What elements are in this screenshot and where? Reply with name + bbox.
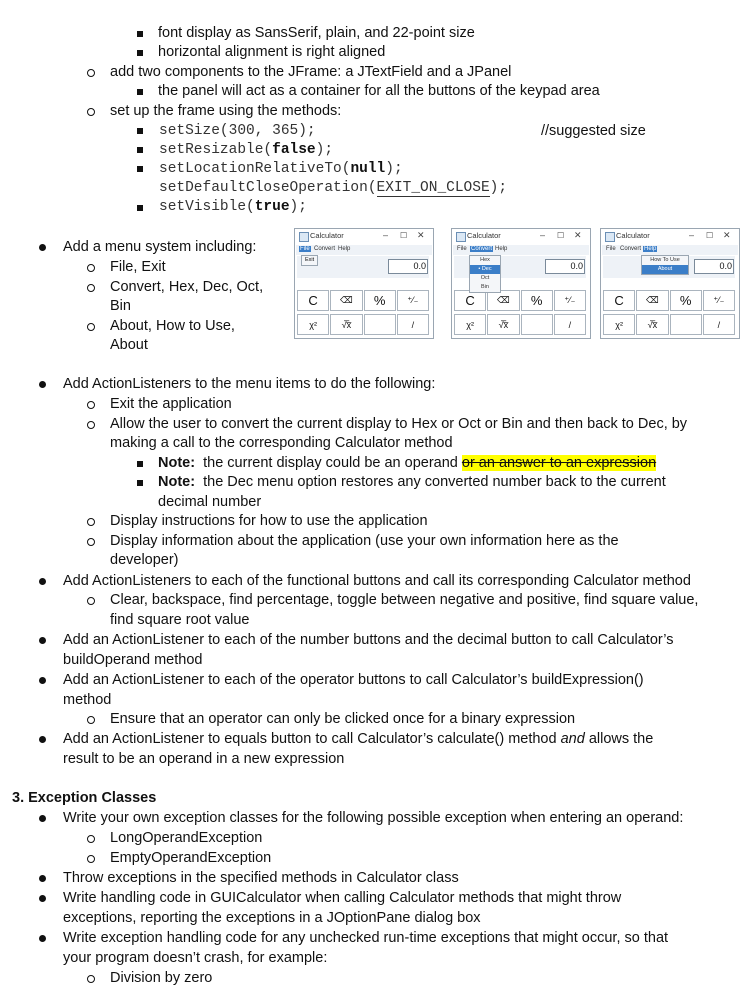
disc-bullet-icon (39, 244, 46, 251)
clear-button[interactable]: C (297, 290, 329, 311)
menu-item-bin[interactable]: Bin (481, 284, 489, 290)
functional-sub-1: Clear, backspace, find percentage, toggle between negative and positive, find square value, (110, 592, 699, 608)
display-field[interactable]: 0.0 (694, 259, 734, 274)
toggle-sign-button[interactable]: ⁺⁄₋ (703, 290, 735, 311)
circle-bullet-icon (87, 421, 95, 429)
minimize-icon[interactable]: – (540, 230, 546, 240)
disc-bullet-icon (39, 578, 46, 585)
menu-item-about[interactable]: About (642, 265, 688, 274)
code-setlocation: setLocationRelativeTo(null); (159, 161, 403, 177)
convert-text-2: Bin (110, 298, 131, 314)
sqrt-button[interactable]: √̅x̅ (487, 314, 519, 335)
operator-text-2: method (63, 692, 112, 708)
blank-button[interactable] (521, 314, 553, 335)
toggle-sign-button[interactable]: ⁺⁄₋ (554, 290, 586, 311)
menu-item-oct[interactable]: Oct (480, 275, 490, 281)
code-setresizable: setResizable(false); (159, 142, 334, 158)
circle-bullet-icon (87, 264, 95, 272)
percent-button[interactable]: % (670, 290, 702, 311)
disc-bullet-icon (39, 935, 46, 942)
circle-bullet-icon (87, 518, 95, 526)
calculator-app-icon (299, 232, 309, 242)
disc-bullet-icon (39, 875, 46, 882)
code-comment-suggested: //suggested size (541, 123, 646, 139)
calculator-window-help (600, 228, 740, 339)
close-icon[interactable]: ✕ (723, 230, 731, 240)
close-icon[interactable]: ✕ (574, 230, 582, 240)
minimize-icon[interactable]: – (383, 230, 389, 240)
calculator-window-convert (451, 228, 591, 339)
convert-dropdown (469, 255, 501, 293)
operator-sub: Ensure that an operator can only be clicked once for a binary expression (110, 711, 576, 727)
maximize-icon[interactable]: ☐ (400, 231, 408, 240)
percent-button[interactable]: % (364, 290, 396, 311)
display-info-1: Display information about the application (use your own information here as the (110, 533, 619, 549)
calculator-app-icon (605, 232, 615, 242)
sqrt-button[interactable]: √̅x̅ (330, 314, 362, 335)
handling-text-1: Write handling code in GUICalculator when calling Calculator methods that might throw (63, 890, 622, 906)
button-row-1 (454, 290, 586, 311)
title-bar (601, 229, 739, 244)
functional-sub-2: find square root value (110, 612, 250, 628)
display-field[interactable]: 0.0 (388, 259, 428, 274)
display-field[interactable]: 0.0 (545, 259, 585, 274)
square-bullet-icon (137, 147, 143, 153)
close-icon[interactable]: ✕ (417, 230, 425, 240)
square-bullet-icon (137, 89, 143, 95)
disc-bullet-icon (39, 736, 46, 743)
functional-text: Add ActionListeners to each of the functional buttons and call its corresponding Calculator method (63, 573, 691, 589)
maximize-icon[interactable]: ☐ (706, 231, 714, 240)
square-button[interactable]: χ² (603, 314, 635, 335)
convert-desc-1: Allow the user to convert the current display to Hex or Oct or Bin and then back to Dec, by (110, 416, 688, 432)
menu-file[interactable]: File (457, 246, 467, 252)
button-row-1 (297, 290, 429, 311)
convert-desc-2: making a call to the corresponding Calculator method (110, 435, 453, 451)
disc-bullet-icon (39, 895, 46, 902)
calculator-app-icon (456, 232, 466, 242)
exception-heading: 3. Exception Classes (12, 790, 157, 806)
menu-convert[interactable]: Convert (620, 246, 642, 252)
number-text-2: buildOperand method (63, 652, 203, 668)
operator-text-1: Add an ActionListener to each of the operator buttons to call Calculator’s buildExpression() (63, 672, 644, 688)
throw-text: Throw exceptions in the specified methods in Calculator class (63, 870, 459, 886)
convert-text-1: Convert, Hex, Dec, Oct, (110, 279, 264, 295)
code-setdefaultclose: setDefaultCloseOperation(EXIT_ON_CLOSE); (159, 180, 508, 196)
file-exit-text: File, Exit (110, 259, 166, 275)
alignment-text: horizontal alignment is right aligned (158, 44, 386, 60)
square-bullet-icon (137, 480, 143, 486)
exit-app-text: Exit the application (110, 396, 232, 412)
disc-bullet-icon (39, 677, 46, 684)
code-setsize: setSize(300, 365); (159, 123, 316, 139)
circle-bullet-icon (87, 538, 95, 546)
circle-bullet-icon (87, 855, 95, 863)
circle-bullet-icon (87, 597, 95, 605)
menu-bar (602, 245, 738, 255)
backspace-button[interactable]: ⌫ (487, 290, 519, 311)
button-row-2 (603, 314, 735, 335)
title-bar (295, 229, 433, 244)
backspace-button[interactable]: ⌫ (636, 290, 668, 311)
square-bullet-icon (137, 205, 143, 211)
square-bullet-icon (137, 128, 143, 134)
display-info-2: developer) (110, 552, 179, 568)
menu-item-dec[interactable]: • Dec (470, 265, 500, 274)
empty-operand-text: EmptyOperandException (110, 850, 272, 866)
menu-item-exit[interactable]: Exit (301, 255, 318, 266)
font-display-text: font display as SansSerif, plain, and 22-point size (158, 25, 475, 41)
setup-frame-text: set up the frame using the methods: (110, 103, 342, 119)
square-bullet-icon (137, 461, 143, 467)
button-row-2 (454, 314, 586, 335)
menu-item-hex[interactable]: Hex (480, 257, 490, 263)
square-bullet-icon (137, 50, 143, 56)
button-row-2 (297, 314, 429, 335)
handling-text-2: exceptions, reporting the exceptions in a JOptionPane dialog box (63, 910, 481, 926)
unchecked-text-2: your program doesn’t crash, for example: (63, 950, 328, 966)
menu-file[interactable]: File (300, 246, 310, 252)
disc-bullet-icon (39, 637, 46, 644)
window-title: Calculator (467, 231, 501, 240)
note-2: Note: the Dec menu option restores any converted number back to the current (158, 474, 666, 490)
title-bar (452, 229, 590, 244)
sqrt-button[interactable]: √̅x̅ (636, 314, 668, 335)
button-row-1 (603, 290, 735, 311)
circle-bullet-icon (87, 69, 95, 77)
circle-bullet-icon (87, 716, 95, 724)
maximize-icon[interactable]: ☐ (557, 231, 565, 240)
divide-button[interactable]: / (554, 314, 586, 335)
calculator-window-file (294, 228, 434, 339)
minimize-icon[interactable]: – (689, 230, 695, 240)
menu-help[interactable]: Help (338, 246, 351, 252)
window-title: Calculator (310, 231, 344, 240)
disc-bullet-icon (39, 815, 46, 822)
write-own-text: Write your own exception classes for the following possible exception when entering an operand: (63, 810, 684, 826)
number-text-1: Add an ActionListener to each of the number buttons and the decimal button to call Calculator’s (63, 632, 674, 648)
clear-button[interactable]: C (603, 290, 635, 311)
about-text-2: About (110, 337, 148, 353)
square-bullet-icon (137, 166, 143, 172)
circle-bullet-icon (87, 323, 95, 331)
menu-convert[interactable]: Convert (314, 246, 336, 252)
menu-bar (296, 245, 432, 255)
toggle-sign-button[interactable]: ⁺⁄₋ (397, 290, 429, 311)
disc-bullet-icon (39, 381, 46, 388)
menu-help[interactable]: Help (644, 246, 657, 252)
code-setvisible: setVisible(true); (159, 199, 307, 215)
menu-convert[interactable]: Convert (471, 246, 493, 252)
about-text-1: About, How to Use, (110, 318, 235, 334)
square-button[interactable]: χ² (297, 314, 329, 335)
divide-button[interactable]: / (397, 314, 429, 335)
square-button[interactable]: χ² (454, 314, 486, 335)
menu-item-how-to-use[interactable]: How To Use (650, 257, 680, 263)
help-dropdown (641, 255, 689, 275)
menu-help[interactable]: Help (495, 246, 508, 252)
square-bullet-icon (137, 31, 143, 37)
percent-button[interactable]: % (521, 290, 553, 311)
add-menu-text: Add a menu system including: (63, 239, 257, 255)
note-1: Note: the current display could be an operand or an answer to an expression (158, 455, 657, 471)
window-title: Calculator (616, 231, 650, 240)
circle-bullet-icon (87, 108, 95, 116)
equals-text-2: result to be an operand in a new expression (63, 751, 345, 767)
clear-button[interactable]: C (454, 290, 486, 311)
unchecked-text-1: Write exception handling code for any unchecked run-time exceptions that might occur, so that (63, 930, 669, 946)
circle-bullet-icon (87, 835, 95, 843)
circle-bullet-icon (87, 975, 95, 983)
blank-button[interactable] (364, 314, 396, 335)
division-text: Division by zero (110, 970, 213, 986)
circle-bullet-icon (87, 401, 95, 409)
divide-button[interactable]: / (703, 314, 735, 335)
backspace-button[interactable]: ⌫ (330, 290, 362, 311)
blank-button[interactable] (670, 314, 702, 335)
menu-bar (453, 245, 589, 255)
panel-note-text: the panel will act as a container for all the buttons of the keypad area (158, 83, 600, 99)
circle-bullet-icon (87, 284, 95, 292)
menu-file[interactable]: File (606, 246, 616, 252)
note-2-cont: decimal number (158, 494, 262, 510)
add-components-text: add two components to the JFrame: a JTextField and a JPanel (110, 64, 512, 80)
display-instructions-text: Display instructions for how to use the application (110, 513, 428, 529)
long-operand-text: LongOperandException (110, 830, 263, 846)
equals-text-1: Add an ActionListener to equals button to call Calculator’s calculate() method and allows the (63, 731, 654, 747)
menu-listeners-text: Add ActionListeners to the menu items to do the following: (63, 376, 436, 392)
